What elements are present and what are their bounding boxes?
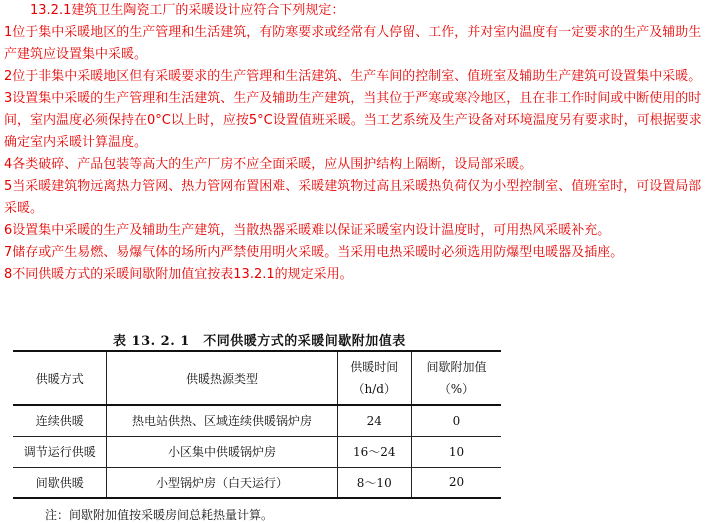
- table-cell: 20: [411, 467, 501, 498]
- clause-item-8: 8不同供暖方式的采暖间歇附加值宜按表13.2.1的规定采用。: [4, 267, 353, 282]
- clause-item-6: 6设置集中采暖的生产及辅助生产建筑，当散热器采暖难以保证采暖室内设计温度时，可用热风采暖补充。: [4, 223, 611, 238]
- clause-item-4: 4各类破碎、产品包装等高大的生产厂房不应全面采暖，应从围护结构上隔断，设局部采暖。: [4, 157, 533, 172]
- clause-heading: 13.2.1建筑卫生陶瓷工厂的采暖设计应符合下列规定：: [30, 3, 345, 18]
- table-container: [13, 350, 513, 499]
- header-heating-time-unit: （h/d）: [352, 382, 396, 396]
- header-intermittent-value-label: 间歇附加值: [426, 360, 487, 374]
- header-heating-mode: 供暖方式: [13, 351, 107, 405]
- table-row: [13, 436, 501, 467]
- table-cell: 热电站供热、区域连续供暖锅炉房: [107, 405, 337, 436]
- table-cell: 小型锅炉房（白天运行）: [107, 467, 337, 498]
- table-cell: 调节运行供暖: [13, 436, 107, 467]
- clause-item-7: 7储存或产生易燃、易爆气体的场所内严禁使用明火采暖。当采用电热采暖时必须选用防爆型电暖器及插座。: [4, 245, 624, 260]
- table-cell: 24: [337, 405, 411, 436]
- table-header-row: [13, 351, 501, 405]
- table-cell: 10: [411, 436, 501, 467]
- table-cell: 小区集中供暖锅炉房: [107, 436, 337, 467]
- clause-item-3: 3设置集中采暖的生产管理和生活建筑、生产及辅助生产建筑，当其位于严寒或寒冷地区，且在非工作时间或中断使用的时间，室内温度必须保持在0°C以上时，应按5°C设置值班采暖。当工艺系统及生产设备对环境温度另有要求时，可根据要求确定室内采暖计算温度。: [4, 91, 702, 150]
- header-intermittent-value-unit: （%）: [438, 382, 475, 396]
- table-cell: 16～24: [337, 436, 411, 467]
- table-row: [13, 405, 501, 436]
- table-cell: 间歇供暖: [13, 467, 107, 498]
- clause-item-2: 2位于非集中采暖地区但有采暖要求的生产管理和生活建筑、生产车间的控制室、值班室及辅助生产建筑可设置集中采暖。: [4, 69, 702, 84]
- header-heating-time-label: 供暖时间: [350, 360, 399, 374]
- table-row: [13, 467, 501, 498]
- header-heat-source-type: 供暖热源类型: [107, 351, 337, 405]
- table-cell: 连续供暖: [13, 405, 107, 436]
- header-heating-time: [337, 351, 411, 405]
- clause-item-5: 5当采暖建筑物远离热力管网、热力管网布置困难、采暖建筑物过高且采暖热负荷仅为小型控制室、值班室时，可设置局部采暖。: [4, 179, 702, 216]
- table-cell: 8～10: [337, 467, 411, 498]
- heating-intermittent-table: [13, 350, 501, 499]
- table-title: 表 13. 2. 1 不同供暖方式的采暖间歇附加值表: [113, 334, 406, 349]
- table-note: 注：间歇附加值按采暖房间总耗热量计算。: [45, 508, 274, 522]
- header-intermittent-value: [411, 351, 501, 405]
- table-cell: 0: [411, 405, 501, 436]
- clause-item-1: 1位于集中采暖地区的生产管理和生活建筑，有防寒要求或经常有人停留、工作，并对室内温度有一定要求的生产及辅助生产建筑应设置集中采暖。: [4, 25, 702, 62]
